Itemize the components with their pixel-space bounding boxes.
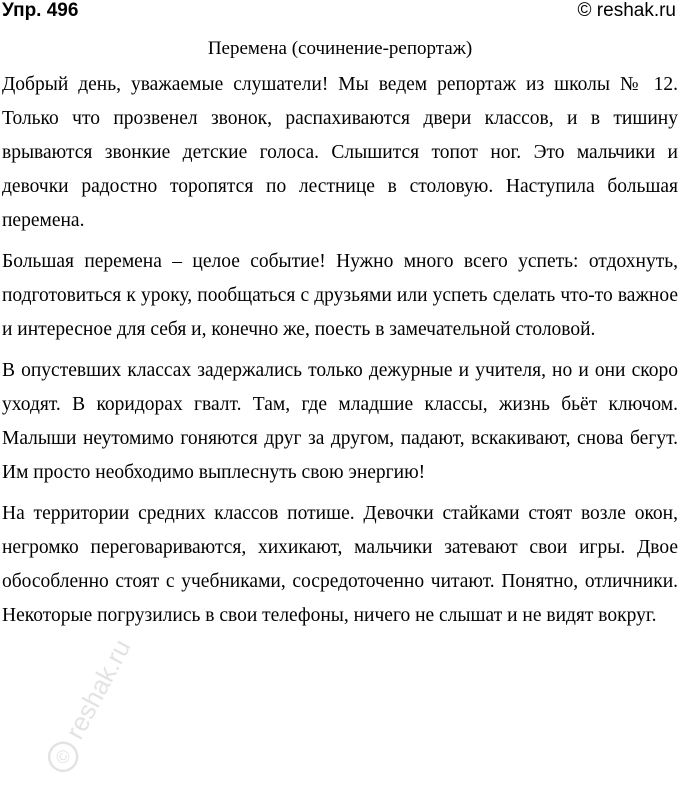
essay-body xyxy=(2,68,678,640)
source-label: © reshak.ru xyxy=(577,0,676,21)
svg-text:©: © xyxy=(51,746,76,768)
svg-text:reshak.ru: reshak.ru xyxy=(59,634,137,744)
paragraph: В опустевших классах задержались только дежурные и учителя, но и они скоро уходят. В коридорах гвалт. Там, где младшие классы, жизнь бьёт ключом. Малыши неутомимо гоняются друг за другом, падают, вскакивают, снова бегут. Им просто необходимо выплеснуть свою энергию! xyxy=(2,360,678,483)
paragraph: На территории средних классов потише. Девочки стайками стоят возле окон, негромко переговариваются, хихикают, мальчики затевают свои игры. Двое обособленно стоят с учебниками, сосредоточенно читают. Понятно, отличники. Некоторые погрузились в свои телефоны, ничего не слышат и не видят вокруг. xyxy=(2,503,678,626)
essay-title: Перемена (сочинение-репортаж) xyxy=(207,38,473,59)
page-header xyxy=(0,0,680,28)
paragraph: Добрый день, уважаемые слушатели! Мы ведем репортаж из школы № 12. Только что прозвенел звонок, распахиваются двери классов, и в тишину врываются звонкие детские голоса. Слышится топот ног. Это мальчики и девочки радостно торопятся по лестнице в столовую. Наступила большая перемена. xyxy=(2,74,678,231)
paragraph: Большая перемена – целое событие! Нужно много всего успеть: отдохнуть, подготовиться к уроку, пообщаться с друзьями или успеть сделать что-то важное и интересное для себя и, конечно же, поесть в замечательной столовой. xyxy=(2,251,678,340)
exercise-number: Упр. 496 xyxy=(2,0,79,21)
